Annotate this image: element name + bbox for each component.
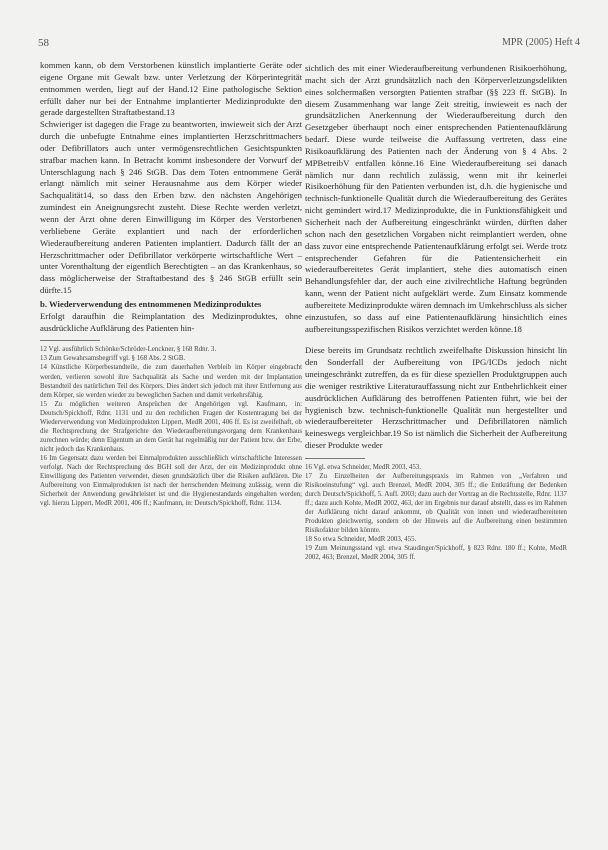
footnote: 16 Im Gegensatz dazu werden bei Einmalprodukten ausschließlich wirtschaftliche Interessen verfolgt. Nach der Rechtsprechung des BGH soll der Arzt, der ein Medizinprodukt ohne Einwilligung des Patienten verwendet, diesen grundsätzlich über die Risiken aufklären. Die Aufbereitung von Einmalprodukten ist nach der herrschenden Meinung zulässig, wenn die Sicherheit der Anwendung gewährleistet ist und die Hygienestandards eingehalten werden; vgl. hierzu Lippert, MedR 2001, 406 ff.; Kaufmann, in: Deutsch/Spickhoff, Rdnr. 1134. xyxy=(40,454,302,508)
body-paragraph: Erfolgt daraufhin die Reimplantation des Medizinproduktes, ohne ausdrückliche Aufklärung des Patienten hin- xyxy=(40,310,302,333)
footnote: 12 Vgl. ausführlich Schönke/Schröder-Lenckner, § 168 Rdnr. 3. xyxy=(40,346,217,354)
footnote: 14 Künstliche Körperbestandteile, die zum dauerhaften Verbleib im Körper eingebracht werden, verlieren sowohl ihre Sachqualität als Sache und werden mit der Implantation Bestandteil des natürlichen Teil des Körpers. Dies ändert sich jedoch mit ihrer Entfernung aus dem Körper, sie werden wieder zu beweglichen Sachen und damit verkehrsfähig. xyxy=(40,364,302,399)
body-paragraph: Diese bereits im Grundsatz rechtlich zweifelhafte Diskussion hinsicht lin den Sonderfall der Aufbereitung von IPG/ICDs jedoch nicht uneingeschränkt zutreffen, da es für diese speziellen Produktgruppen auch die weniger restriktive Literaturauffassung nicht zur Entbehrlichkeit einer ausdrücklichen Aufklärung des betroffenen Patienten führt, wie bei der hygienisch bzw. technisch-funktionelle Qualität nun hergestellter und wiederaufbereiteter Herzschrittmacher und Defibrillatoren nämlich keineswegs vergleichbar.19 So ist nämlich die Sicherheit der Aufbereitung dieser Produkte weder xyxy=(305,345,567,451)
footnote: 17 Zu Einzelheiten der Aufbereitungspraxis im Rahmen von „Verfahren und Risikoeinstufung“ vgl. auch Brenzel, MedR 2004, 305 ff.; die Entkräftung der Bedenken durch Deutsch/Spickhoff, 5. Aufl. 2003; dazu auch der Vortrag an die Rechtsstelle, Rdnr. 1137 ff.; dazu auch Kohte, MedR 2002, 463, der im Ergebnis nur darauf abstellt, dass es im Rahmen der Aufklärung nicht darauf ankommt, ob Qualität von innen und wiederaufbereiteten Produkten gleichwertig, sondern ob der Hinweis auf die Aufbereitung einen bestimmten Risikofaktor bilden könnte. xyxy=(305,473,567,535)
footnote-rule xyxy=(305,458,365,459)
left-column xyxy=(40,60,302,508)
footnote: 13 Zum Gewahrsamsbegriff vgl. § 168 Abs. 2 StGB. xyxy=(40,355,186,363)
footnote-rule xyxy=(40,340,100,341)
footnotes xyxy=(40,345,302,508)
footnote: 19 Zum Meinungsstand vgl. etwa Staudinger/Spickhoff, § 823 Rdnr. 180 ff.; Kohte, MedR 2002, 463; Brenzel, MedR 2004, 305 ff. xyxy=(305,545,567,562)
running-head: MPR (2005) Heft 4 xyxy=(501,37,580,48)
footnotes xyxy=(305,463,567,563)
footnote: 18 So etwa Schneider, MedR 2003, 455. xyxy=(305,536,417,544)
page-number: 58 xyxy=(38,37,49,49)
footnote: 15 Zu möglichen weiteren Ansprüchen der Angehörigen vgl. Kaufmann, in: Deutsch/Spickhoff, Rdnr. 1131 und zu den rechtlichen Fragen der Kostentragung bei der Wiederverwendung von Medizinprodukten Lippert, MedR 2001, 406 ff. Es ist zweifelhaft, ob die Rechtsprechung der Strafgerichte den Wiederaufbereitungsvorgang dem Krankenhaus zurechnen würde; denn Eigentum an dem Gerät hat regelmäßig nur der Patient bzw. der Erbe, nicht jedoch das Krankenhaus. xyxy=(40,400,302,453)
body-paragraph: Schwieriger ist dagegen die Frage zu beantworten, inwieweit sich der Arzt durch die unbefugte Entnahme eines implantierten Herzschrittmachers oder Defibrillators auch unter vermögensrechtlichen Gesichtspunkten strafbar machen kann. In Betracht kommt insbesondere der Vorwurf der Unterschlagung nach § 246 StGB. Das dem Toten entnommene Gerät erlangt nämlich mit seiner Herausnahme aus dem Körper wieder Sachqualität14, so dass den Erben bzw. den nächsten Angehörigen zumindest ein Aneignungsrecht zusteht. Diese Rechte werden verletzt, wenn der Arzt ohne deren Einwilligung im Körper des Verstorbenen verbliebene Geräte explantiert und nach der erforderlichen Wiederaufbereitung anderen Patienten implantiert. Dadurch fällt der an Herzschrittmacher oder Defibrillator verkörperte wirtschaftliche Wert – unter Vorenthaltung der eigentlich Berechtigten – an das Krankenhaus, so dass möglicherweise der Straftatbestand des § 246 StGB erfüllt sein dürfte.15 xyxy=(40,119,302,296)
body-paragraph: sichtlich des mit einer Wiederaufbereitung verbundenen Risikoerhöhung, macht sich der Arzt grundsätzlich nach den Körperverletzungsdelikten eines solchermaßen versorgten Patienten strafbar (§§ 223 ff. StGB). In diesem Zusammenhang war lange Zeit streitig, inwieweit es nach der grundsätzlichen Anerkennung der Wiederaufbereitung durch den Gesetzgeber überhaupt noch einer entsprechenden Patientenaufklärung bedarf. Diese wurde teilweise die Auffassung vertreten, dass eine Risikoaufklärung des Patienten nach der Änderung von § 4 Abs. 2 MPBetreibV entfallen könne.16 Eine Wiederaufbereitung sei danach nämlich nur dann rechtlich zulässig, wenn mit ihr keinerlei Risikoerhöhung für den Patienten verbunden ist, d.h. die hygienische und technisch-funktionelle Qualität durch die Wiederaufbereitung des Gerätes nicht gemindert wird.17 Medizinprodukte, die in Funktionsfähigkeit und Sicherheit nach der Aufbereitung eingeschränkt würden, dürften daher schon nach den gesetzlichen Vorgaben nicht reimplantiert werden, ohne dass zuvor eine entsprechende Patientenaufklärung erfolgt sei. Werde trotz entsprechender Gefahren für die Patientensicherheit ein wiederaufbereitetes Gerät implantiert, stehe dies automatisch einen Behandlungsfehler dar, der auch eine zivilrechtliche Haftung begründen kann, wenn der Patient nicht aufgeklärt werde. Zum Einsatz kommende aufbereitete Medizinprodukte wären demnach im Umkehrschluss als sicher einzustufen, so dass auf eine Patientenaufklärung hinsichtlich eines aufbereitungsspezifischen Risikos verzichtet werden könne.18 xyxy=(305,63,567,334)
footnote: 16 Vgl. etwa Schneider, MedR 2003, 453. xyxy=(305,464,421,471)
body-paragraph: kommen kann, ob dem Verstorbenen künstlich implantierte Geräte oder eigene Organe mit Gewalt bzw. unter Verletzung der Körperintegrität entnommen werden, liegt auf der Hand.12 Eine pathologische Sektion erfüllt daher nur bei der Entnahme implantierter Medizinprodukte den gerade dargestellten Straftatbestand.13 xyxy=(40,60,302,118)
section-heading: b. Wiederverwendung des entnommenen Medizinproduktes xyxy=(40,298,262,309)
right-column xyxy=(305,63,567,563)
